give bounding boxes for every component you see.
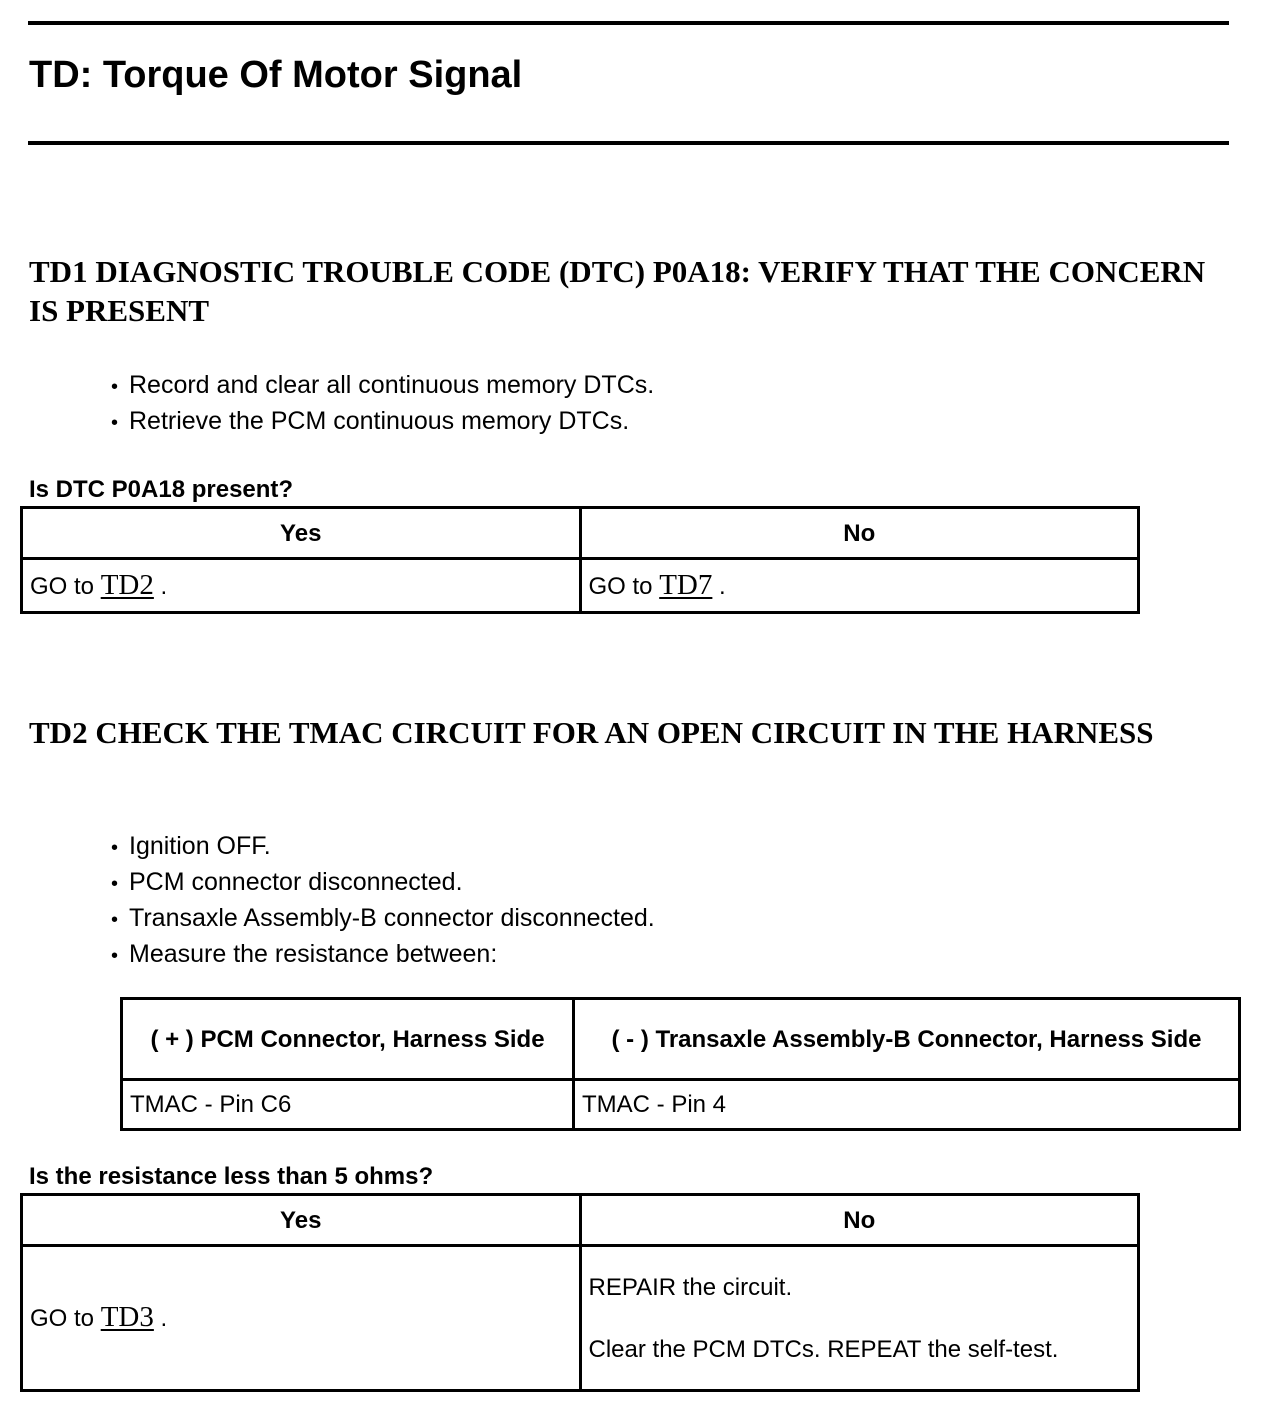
- list-item: • Measure the resistance between:: [111, 937, 655, 973]
- no-cell: [580, 1246, 1139, 1391]
- pcm-connector-header: ( + ) PCM Connector, Harness Side: [122, 999, 574, 1080]
- period: .: [160, 1305, 168, 1332]
- yes-cell: [22, 559, 581, 613]
- yes-header: Yes: [22, 1195, 581, 1246]
- table-row: [22, 1246, 1139, 1391]
- table-row: [122, 999, 1240, 1080]
- td1-bullet-list: [111, 368, 654, 440]
- repair-instruction: REPAIR the circuit.: [588, 1273, 793, 1301]
- list-item: • Ignition OFF.: [111, 829, 655, 865]
- td1-heading: TD1 DIAGNOSTIC TROUBLE CODE (DTC) P0A18: VERIFY THAT THE CONCERN IS PRESENT: [29, 254, 1206, 328]
- transaxle-pin-cell: TMAC - Pin 4: [574, 1080, 1240, 1130]
- pcm-pin-cell: TMAC - Pin C6: [122, 1080, 574, 1130]
- td1-answer-table: [20, 506, 1140, 614]
- transaxle-connector-header: ( - ) Transaxle Assembly-B Connector, Harness Side: [574, 999, 1240, 1080]
- page-title: TD: Torque Of Motor Signal: [29, 54, 523, 96]
- link-td2[interactable]: TD2: [100, 568, 154, 601]
- clear-dtc-instruction: Clear the PCM DTCs. REPEAT the self-test.: [588, 1335, 1059, 1363]
- no-header: No: [580, 1195, 1139, 1246]
- go-to-label: GO to: [588, 572, 653, 600]
- go-to-label: GO to: [30, 1305, 95, 1332]
- list-item: • Transaxle Assembly-B connector disconnected.: [111, 901, 655, 937]
- top-rule: [28, 21, 1229, 25]
- yes-cell: [22, 1246, 581, 1391]
- table-row: [22, 508, 1139, 559]
- paragraph-gap: [589, 1303, 1131, 1334]
- no-cell: [580, 559, 1139, 613]
- list-item: • Retrieve the PCM continuous memory DTCs.: [111, 404, 654, 440]
- td2-heading: TD2 CHECK THE TMAC CIRCUIT FOR AN OPEN CIRCUIT IN THE HARNESS: [29, 715, 1154, 750]
- td2-bullet-list: [111, 829, 655, 973]
- title-rule: [28, 141, 1229, 145]
- yes-header: Yes: [22, 508, 581, 559]
- td1-question: Is DTC P0A18 present?: [29, 476, 294, 503]
- link-td3[interactable]: TD3: [100, 1301, 154, 1333]
- table-row: [122, 1080, 1240, 1130]
- link-td7[interactable]: TD7: [659, 568, 713, 601]
- td2-answer-table: [20, 1193, 1140, 1392]
- period: .: [719, 572, 726, 600]
- table-row: [22, 1195, 1139, 1246]
- no-header: No: [580, 508, 1139, 559]
- list-item: • PCM connector disconnected.: [111, 865, 655, 901]
- td2-question: Is the resistance less than 5 ohms?: [29, 1163, 434, 1190]
- list-item: • Record and clear all continuous memory DTCs.: [111, 368, 654, 404]
- period: .: [160, 572, 168, 600]
- table-row: [22, 559, 1139, 613]
- measure-table: [120, 997, 1241, 1131]
- go-to-label: GO to: [30, 572, 95, 600]
